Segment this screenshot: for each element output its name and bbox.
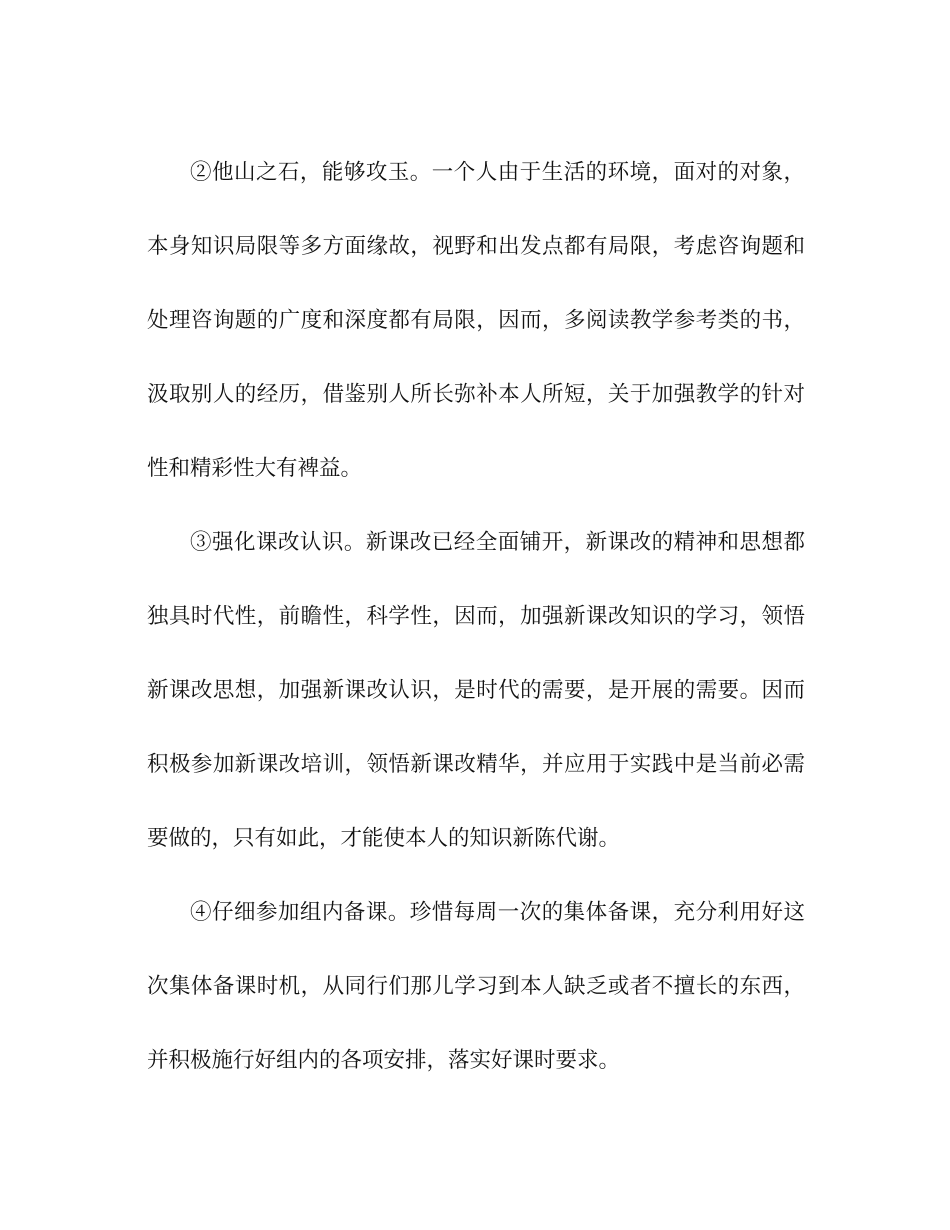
paragraph-group-lesson-prep: ④仔细参加组内备课。珍惜每周一次的集体备课，充分利用好这次集体备课时机，从同行们那儿学习到本人缺乏或者不擅长的东西，并积极施行好组内的各项安排，落实好课时要求。 bbox=[147, 900, 805, 1073]
document-page bbox=[147, 136, 805, 1098]
paragraph-curriculum-reform: ③强化课改认识。新课改已经全面铺开，新课改的精神和思想都独具时代性，前瞻性，科学性，因而，加强新课改知识的学习，领悟新课改思想，加强新课改认识，是时代的需要，是开展的需要。因而积极参加新课改培训，领悟新课改精华，并应用于实践中是当前必需要做的，只有如此，才能使本人的知识新陈代谢。 bbox=[147, 530, 805, 851]
paragraph-learning-from-others: ②他山之石，能够攻玉。一个人由于生活的环境，面对的对象，本身知识局限等多方面缘故，视野和出发点都有局限，考虑咨询题和处理咨询题的广度和深度都有局限，因而，多阅读教学参考类的书，汲取别人的经历，借鉴别人所长弥补本人所短，关于加强教学的针对性和精彩性大有裨益。 bbox=[147, 160, 805, 481]
